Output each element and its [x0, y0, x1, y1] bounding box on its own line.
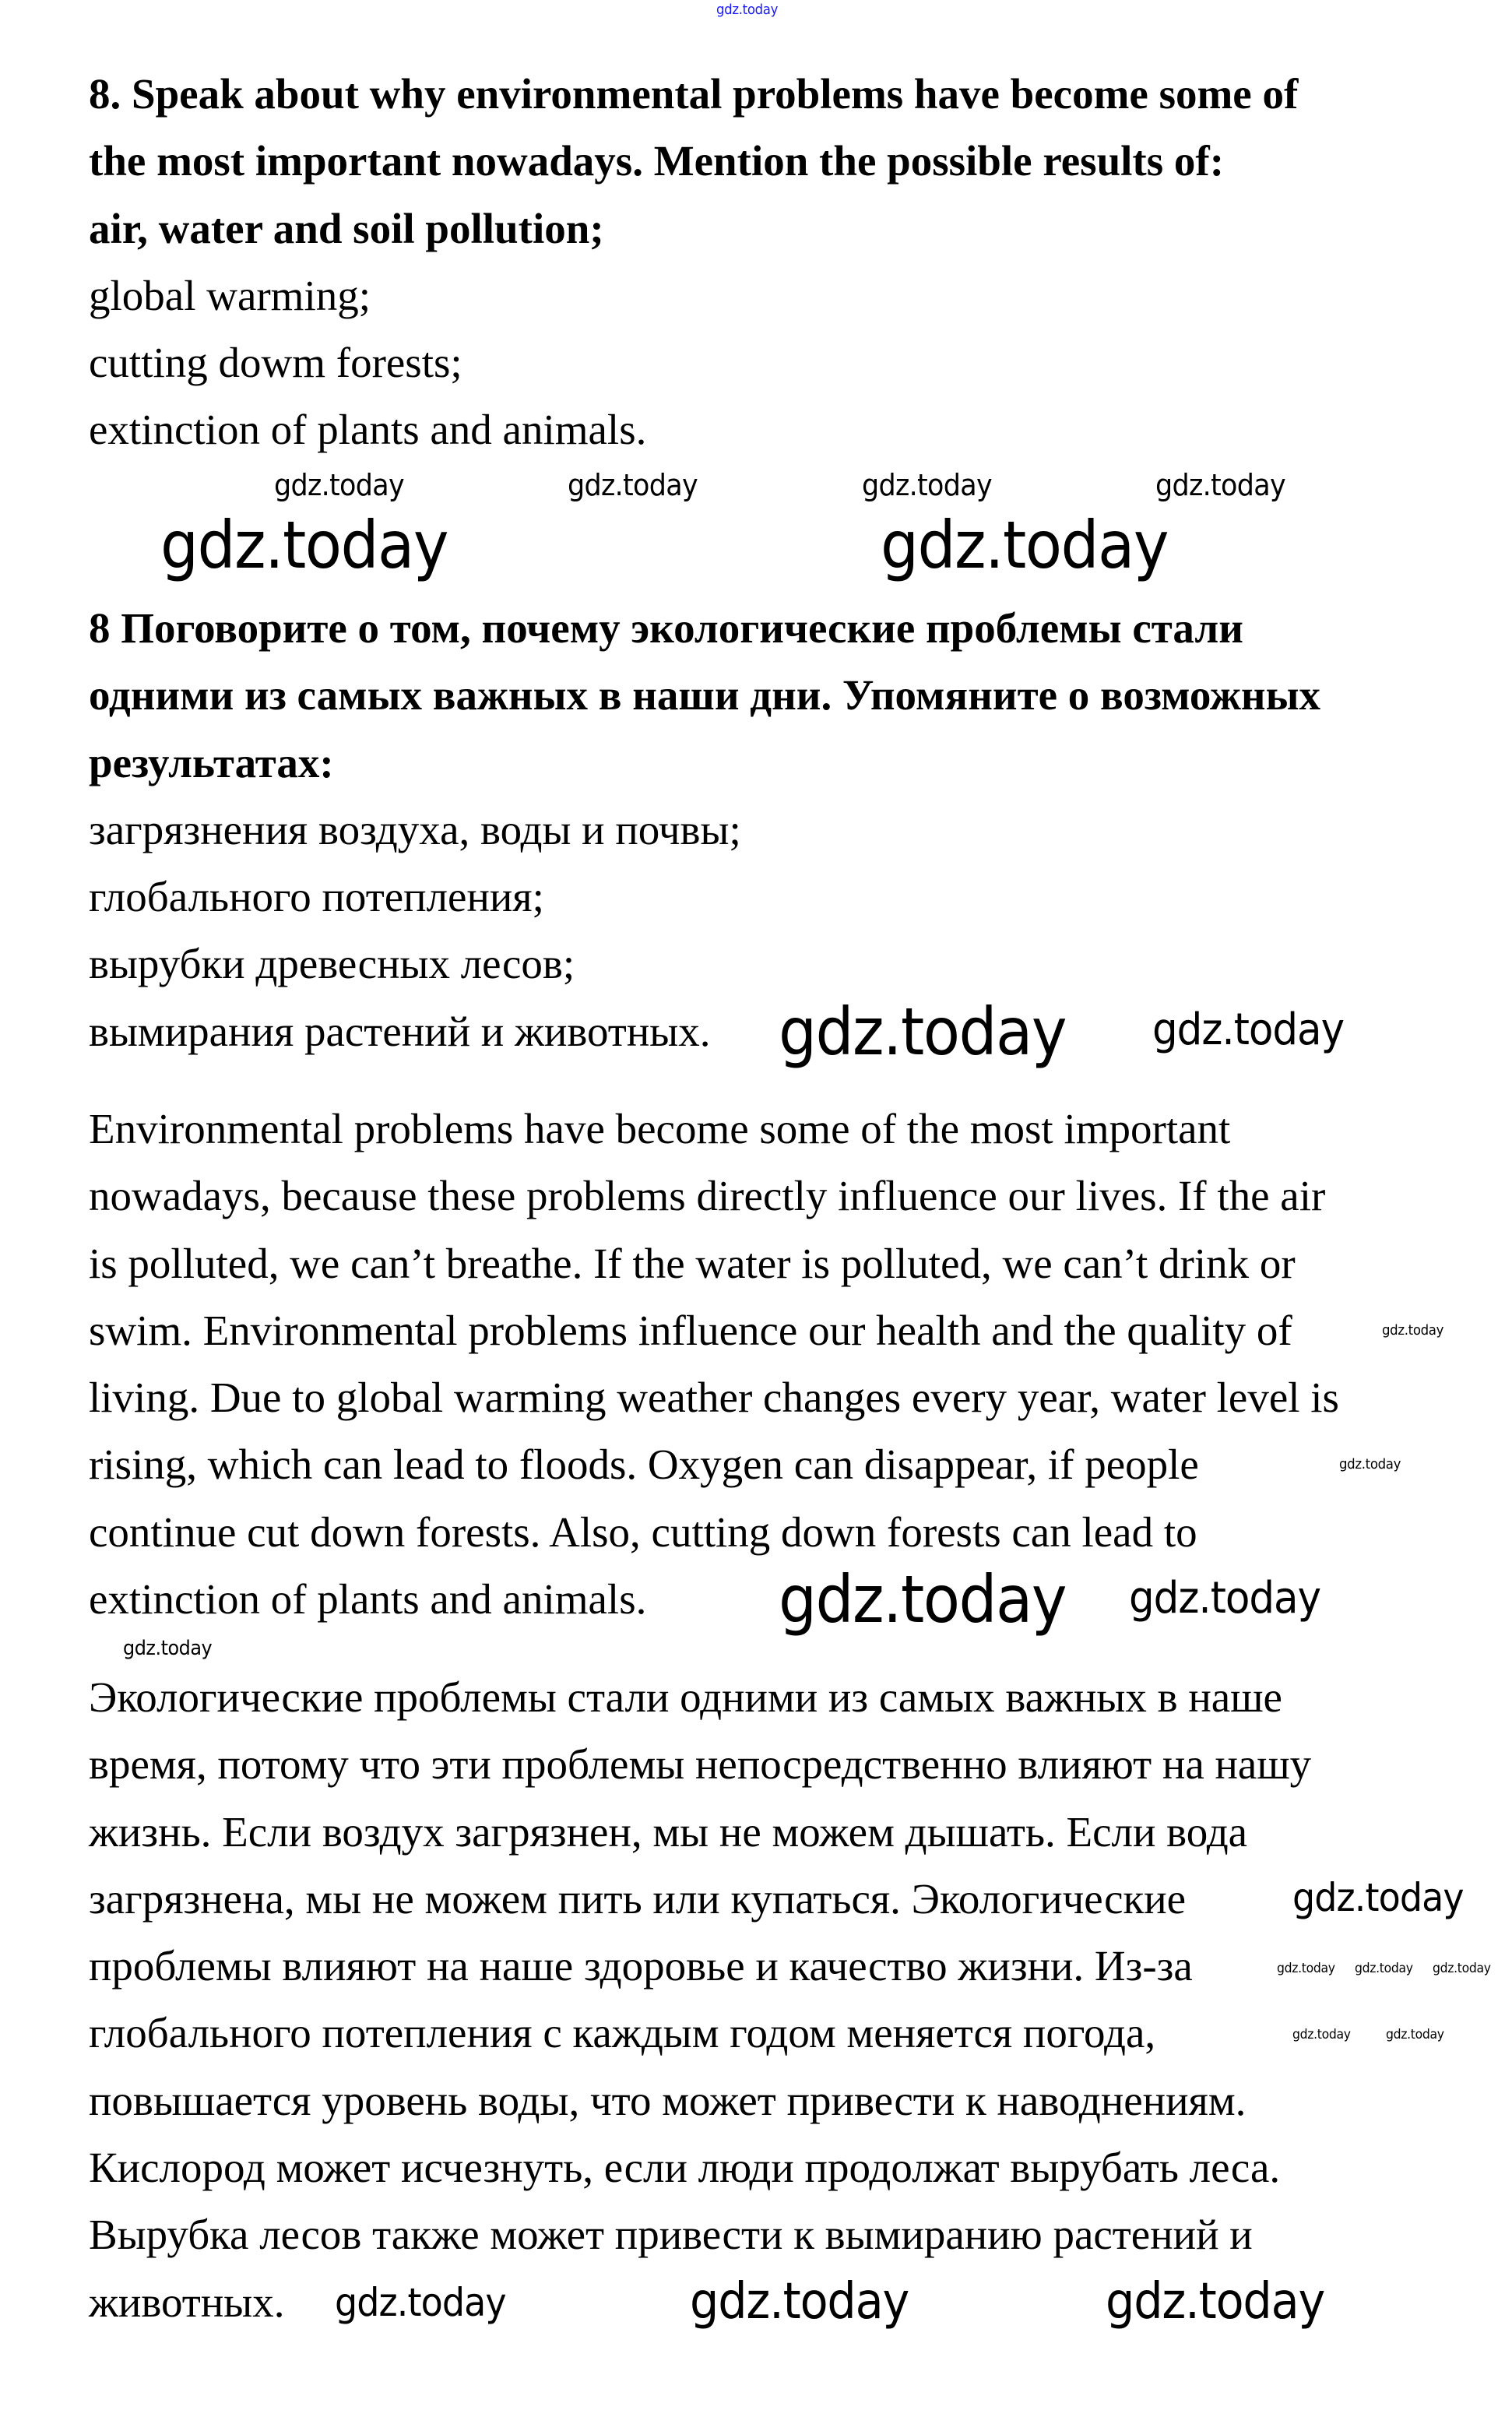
answer-line: nowadays, because these problems directly influence our lives. If the air — [89, 1172, 1326, 1220]
answer-line: Environmental problems have become some of the most important — [89, 1105, 1231, 1152]
watermark: gdz.today — [881, 507, 1169, 583]
task-item: global warming; — [89, 271, 371, 319]
task-item: загрязнения воздуха, воды и почвы; — [89, 805, 741, 853]
answer-line: is polluted, we can’t breathe. If the water is polluted, we can’t drink or — [89, 1239, 1296, 1287]
watermark: gdz.today — [1277, 1961, 1335, 1976]
task-heading-line: 8 Поговорите о том, почему экологические проблемы стали — [89, 604, 1243, 652]
watermark: gdz.today — [1106, 2273, 1325, 2331]
task-item: extinction of plants and animals. — [89, 406, 647, 454]
answer-line: living. Due to global warming weather changes every year, water level is — [89, 1374, 1339, 1422]
task-heading-line: 8. Speak about why environmental problems have become some of — [89, 70, 1299, 118]
answer-line: continue cut down forests. Also, cutting down forests can lead to — [89, 1508, 1197, 1556]
answer-line: животных. — [89, 2278, 285, 2326]
watermark: gdz.today — [1339, 1456, 1401, 1472]
answer-english — [89, 1096, 1339, 1638]
task-item: вымирания растений и животных. — [89, 1007, 711, 1055]
answer-line: Кислород может исчезнуть, если люди продолжат вырубать леса. — [89, 2144, 1281, 2192]
watermark: gdz.today — [1355, 1961, 1413, 1976]
watermark: gdz.today — [716, 2, 779, 18]
answer-line: swim. Environmental problems influence our health and the quality of — [89, 1306, 1292, 1354]
answer-line: extinction of plants and animals. — [89, 1575, 647, 1624]
task-item: глобального потепления; — [89, 873, 544, 921]
task-english — [89, 61, 1298, 464]
watermark: gdz.today — [274, 468, 404, 502]
task-item: вырубки древесных лесов; — [89, 940, 575, 988]
answer-line: время, потому что эти проблемы непосредственно влияют на нашу — [89, 1740, 1312, 1789]
watermark: gdz.today — [1155, 468, 1285, 502]
watermark: gdz.today — [123, 1637, 213, 1660]
answer-line: загрязнена, мы не можем пить или купаться. Экологические — [89, 1874, 1187, 1923]
watermark: gdz.today — [335, 2280, 506, 2325]
answer-line: rising, which can lead to floods. Oxygen can disappear, if people — [89, 1441, 1199, 1489]
watermark: gdz.today — [160, 507, 448, 583]
watermark: gdz.today — [1129, 1573, 1321, 1624]
watermark: gdz.today — [690, 2273, 909, 2331]
watermark: gdz.today — [779, 1561, 1067, 1638]
watermark: gdz.today — [862, 468, 992, 502]
watermark: gdz.today — [1292, 2027, 1351, 2042]
watermark: gdz.today — [1386, 2027, 1444, 2042]
watermark: gdz.today — [1433, 1961, 1491, 1976]
watermark: gdz.today — [779, 994, 1067, 1070]
answer-line: проблемы влияют на наше здоровье и качество жизни. Из-за — [89, 1942, 1193, 1990]
task-russian — [89, 595, 1321, 1070]
task-heading-line: the most important nowadays. Mention the possible results of: — [89, 137, 1225, 185]
watermark: gdz.today — [1382, 1322, 1444, 1339]
answer-line: Экологические проблемы стали одними из самых важных в наше — [89, 1673, 1282, 1721]
task-item: cutting dowm forests; — [89, 339, 462, 387]
task-heading-line: air, water and soil pollution; — [89, 204, 604, 252]
answer-line: глобального потепления с каждым годом меняется погода, — [89, 2009, 1156, 2057]
answer-line: повышается уровень воды, что может привести к наводнениям. — [89, 2076, 1247, 2124]
answer-russian — [89, 1664, 1311, 2336]
answer-line: Вырубка лесов также может привести к вымиранию растений и — [89, 2211, 1253, 2259]
watermark: gdz.today — [1292, 1875, 1464, 1920]
task-heading-line: одними из самых важных в наши дни. Упомяните о возможных — [89, 671, 1321, 719]
answer-line: жизнь. Если воздух загрязнен, мы не можем дышать. Если вода — [89, 1807, 1248, 1856]
watermark: gdz.today — [1152, 1004, 1345, 1055]
task-heading-line: результатах: — [89, 738, 334, 786]
watermark: gdz.today — [568, 468, 698, 502]
